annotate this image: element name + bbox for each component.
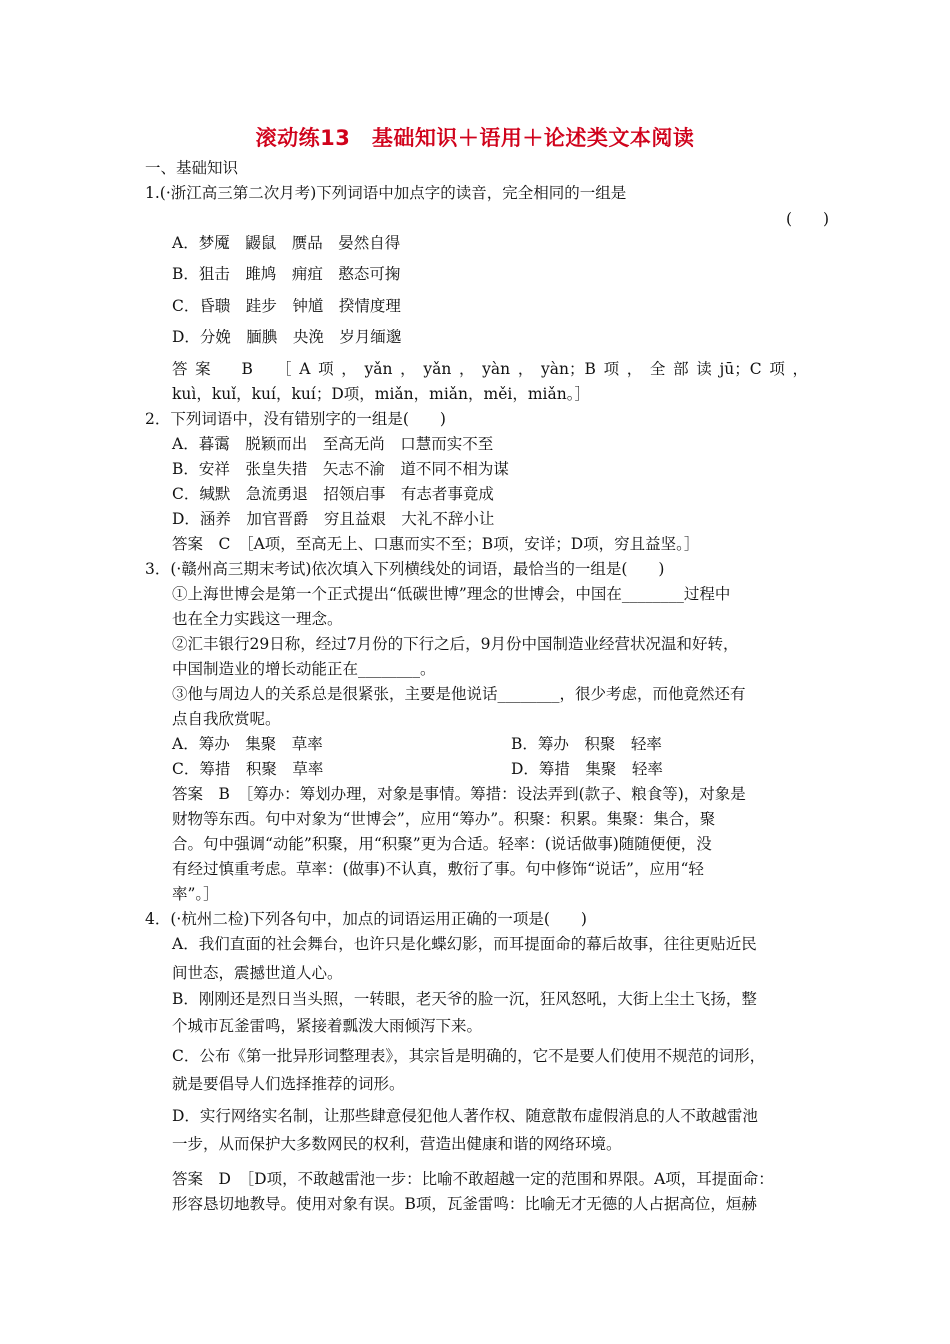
q1-answer-line2: kuì，kuǐ，kuí，kuí；D项，miǎn，miǎn，měi，miǎn。］ xyxy=(172,385,590,403)
q1-option-b: B．狙击 雎鸠 痈疽 憨态可掬 xyxy=(172,265,401,283)
q4-answer-line2: 形容恳切地教导。使用对象有误。B项，瓦釜雷鸣：比喻无才无德的人占据高位，烜赫 xyxy=(172,1195,757,1213)
q2-stem: 2．下列词语中，没有错别字的一组是( ) xyxy=(145,410,446,428)
q4-option-c-line2: 就是要倡导人们选择推荐的词形。 xyxy=(172,1075,405,1093)
q3-sentence1-line2: 也在全力实践这一理念。 xyxy=(172,610,343,628)
q2-option-b: B．安祥 张皇失措 矢志不渝 道不同不相为谋 xyxy=(172,460,509,478)
q3-answer-line3: 合。句中强调“动能”积聚，用“积聚”更为合适。轻率：(说话做事)随随便便，没 xyxy=(172,835,712,853)
q1-option-c: C．昏聩 跬步 钟馗 揆情度理 xyxy=(172,297,401,315)
q4-option-a-line1: A．我们直面的社会舞台，也许只是化蝶幻影，而耳提面命的幕后故事，往往更贴近民 xyxy=(172,935,757,953)
q3-option-c: C．筹措 积聚 草率 xyxy=(172,760,324,778)
q4-option-d-line1: D．实行网络实名制，让那些肆意侵犯他人著作权、随意散布虚假消息的人不敢越雷池 xyxy=(172,1107,758,1125)
section-heading: 一、基础知识 xyxy=(145,159,239,177)
q1-answer-line1: 答案 B ［A项，yǎn，yǎn，yàn，yàn；B项，全部读jū；C项， xyxy=(172,360,808,378)
q1-answer-paren: ( ) xyxy=(786,210,830,228)
page-title: 滚动练13 基础知识＋语用＋论述类文本阅读 xyxy=(255,126,695,150)
q3-option-b: B．筹办 积聚 轻率 xyxy=(511,735,662,753)
q3-answer-line4: 有经过慎重考虑。草率：(做事)不认真，敷衍了事。句中修饰“说话”，应用“轻 xyxy=(172,860,704,878)
q2-answer: 答案 C ［A项，至高无上、口惠而实不至；B项，安详；D项，穷且益坚。］ xyxy=(172,535,700,553)
q3-sentence2-line1: ②汇丰银行29日称，经过7月份的下行之后，9月份中国制造业经营状况温和好转， xyxy=(172,635,739,653)
q3-answer-line1: 答案 B ［筹办：筹划办理，对象是事情。筹措：设法弄到(款子、粮食等)，对象是 xyxy=(172,785,746,803)
q1-option-a: A．梦魇 鼹鼠 赝品 晏然自得 xyxy=(172,234,401,252)
q3-sentence3-line1: ③他与周边人的关系总是很紧张，主要是他说话________，很少考虑，而他竟然还有 xyxy=(172,685,746,703)
q2-option-a: A．暮霭 脱颖而出 至高无尚 口慧而实不至 xyxy=(172,435,494,453)
q1-stem: 1.(·浙江高三第二次月考)下列词语中加点字的读音，完全相同的一组是 xyxy=(145,184,627,202)
q4-stem: 4．(·杭州二检)下列各句中，加点的词语运用正确的一项是( ) xyxy=(145,910,587,928)
q3-sentence3-line2: 点自我欣赏呢。 xyxy=(172,710,281,728)
q1-option-d: D．分娩 腼腆 央浼 岁月缅邈 xyxy=(172,328,402,346)
q3-stem: 3．(·赣州高三期末考试)依次填入下列横线处的词语，最恰当的一组是( ) xyxy=(145,560,665,578)
q3-answer-line5: 率”。］ xyxy=(172,885,219,903)
q4-option-c-line1: C．公布《第一批异形词整理表》，其宗旨是明确的，它不是要人们使用不规范的词形， xyxy=(172,1047,766,1065)
q4-option-a-line2: 间世态，震撼世道人心。 xyxy=(172,964,343,982)
q3-answer-line2: 财物等东西。句中对象为“世博会”，应用“筹办”。积聚：积累。集聚：集合，聚 xyxy=(172,810,716,828)
q3-option-a: A．筹办 集聚 草率 xyxy=(172,735,323,753)
q4-option-b-line2: 个城市瓦釜雷鸣，紧接着瓢泼大雨倾泻下来。 xyxy=(172,1017,483,1035)
q3-sentence2-line2: 中国制造业的增长动能正在________。 xyxy=(172,660,436,678)
q3-sentence1-line1: ①上海世博会是第一个正式提出“低碳世博”理念的世博会，中国在________过程中 xyxy=(172,585,731,603)
q4-option-d-line2: 一步，从而保护大多数网民的权利，营造出健康和谐的网络环境。 xyxy=(172,1135,622,1153)
q2-option-c: C．缄默 急流勇退 招领启事 有志者事竟成 xyxy=(172,485,494,503)
q4-answer-line1: 答案 D ［D项，不敢越雷池一步：比喻不敢超越一定的范围和界限。A项，耳提面命： xyxy=(172,1170,774,1188)
q2-option-d: D．涵养 加官晋爵 穷且益艰 大礼不辞小让 xyxy=(172,510,495,528)
q3-option-d: D．筹措 集聚 轻率 xyxy=(511,760,663,778)
q4-option-b-line1: B．刚刚还是烈日当头照，一转眼，老天爷的脸一沉，狂风怒吼，大街上尘土飞扬，整 xyxy=(172,990,757,1008)
